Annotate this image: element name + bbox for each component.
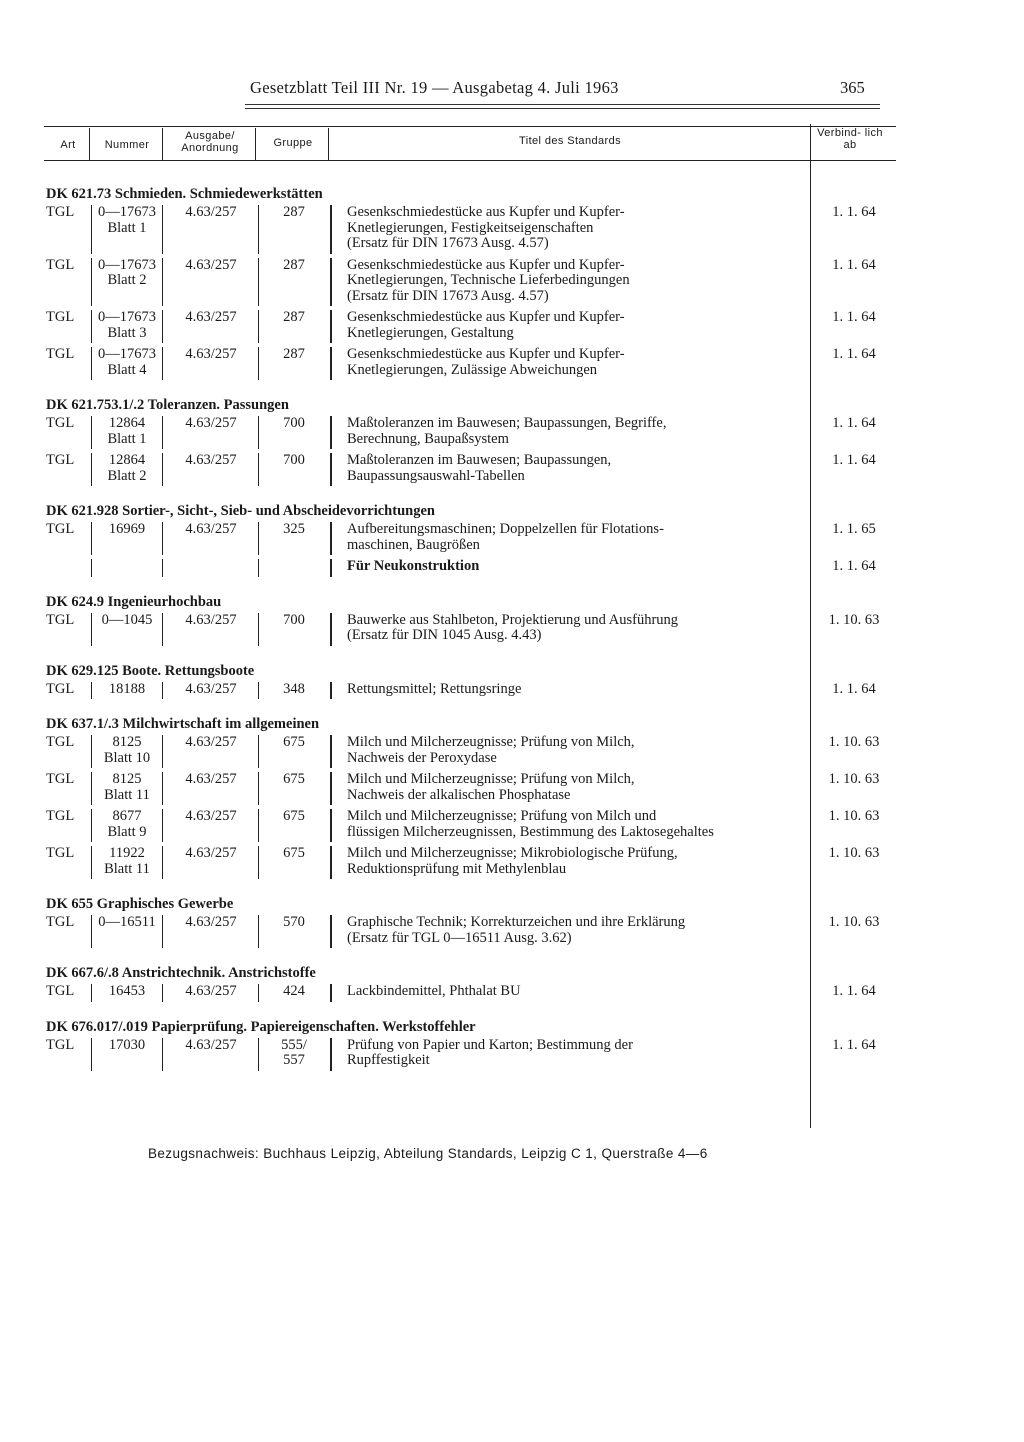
cell-ausgabe: 4.63/257	[185, 415, 237, 431]
column-rule	[91, 205, 92, 254]
cell-verbindlich-ab: 1. 1. 64	[832, 1036, 876, 1053]
titel-line: Milch und Milcherzeugnisse; Prüfung von Milch und	[347, 808, 657, 824]
titel-line: (Ersatz für DIN 17673 Ausg. 4.57)	[347, 235, 549, 251]
gruppe-value: 675	[283, 845, 305, 861]
gruppe-value: 287	[283, 204, 305, 220]
cell-titel	[347, 772, 807, 803]
column-rule	[330, 347, 332, 380]
column-rule	[258, 735, 259, 768]
gruppe-value: 555/	[281, 1036, 307, 1053]
column-rule	[162, 915, 163, 948]
column-rule	[162, 1038, 163, 1071]
cell-gruppe	[264, 522, 324, 538]
column-rule	[330, 205, 332, 254]
table-row	[0, 915, 1024, 946]
cell-gruppe	[264, 846, 324, 862]
table-row	[0, 613, 1024, 644]
cell-art: TGL	[46, 521, 75, 537]
titel-line: Gesenkschmiedestücke aus Kupfer und Kupfer-	[347, 346, 625, 362]
column-rule	[162, 735, 163, 768]
cell-verbindlich-ab: 1. 10. 63	[828, 808, 880, 824]
cell-ausgabe: 4.63/257	[185, 309, 237, 325]
col-header-titel: Titel des Standards	[519, 135, 621, 147]
cell-ausgabe: 4.63/257	[185, 808, 237, 824]
cell-art: TGL	[46, 415, 75, 431]
column-rule	[330, 809, 332, 842]
column-rule	[91, 310, 92, 343]
footer-reference: Bezugsnachweis: Buchhaus Leipzig, Abteilung Standards, Leipzig C 1, Querstraße 4—6	[148, 1146, 708, 1161]
header-rule-bottom	[245, 108, 880, 109]
gruppe-value: 675	[283, 771, 305, 787]
cell-nummer	[94, 1038, 160, 1054]
titel-note: Für Neukonstruktion	[347, 558, 480, 574]
cell-verbindlich-ab: 1. 10. 63	[828, 845, 880, 861]
cell-art: TGL	[46, 914, 75, 930]
column-rule	[258, 846, 259, 879]
blatt-value: Blatt 1	[107, 219, 147, 236]
titel-line: Nachweis der alkalischen Phosphatase	[347, 786, 571, 803]
column-rule	[162, 559, 163, 577]
titel-line: Milch und Milcherzeugnisse; Prüfung von Milch,	[347, 771, 635, 787]
titel-line: Rettungsmittel; Rettungsringe	[347, 680, 522, 697]
nummer-value: 12864	[108, 452, 146, 468]
titel-line: Nachweis der Peroxydase	[347, 749, 497, 766]
titel-line: flüssigen Milcherzeugnissen, Bestimmung des Laktosegehaltes	[347, 823, 714, 840]
cell-ausgabe: 4.63/257	[185, 521, 237, 537]
cell-gruppe	[264, 809, 324, 825]
cell-ausgabe: 4.63/257	[185, 452, 237, 468]
col-divider	[328, 128, 329, 160]
column-rule	[258, 347, 259, 380]
column-rule	[330, 1038, 332, 1071]
cell-art: TGL	[46, 1036, 75, 1053]
cell-art: TGL	[46, 734, 75, 750]
table-row	[0, 772, 1024, 803]
blatt-value: Blatt 4	[107, 361, 147, 378]
blatt-value: Blatt 11	[104, 786, 150, 803]
cell-nummer	[94, 310, 160, 341]
column-rule	[258, 682, 259, 700]
titel-line: Bauwerke aus Stahlbeton, Projektierung und Ausführung	[347, 611, 679, 628]
section	[0, 714, 1024, 877]
column-rule	[258, 559, 259, 577]
column-rule	[162, 258, 163, 307]
cell-art: TGL	[46, 680, 75, 697]
cell-titel	[347, 310, 807, 341]
header-rule-top	[245, 104, 880, 105]
blatt-value: Blatt 11	[104, 860, 150, 877]
column-rule	[91, 258, 92, 307]
titel-line: Aufbereitungsmaschinen; Doppelzellen für Flotations-	[347, 521, 664, 537]
titel-line: (Ersatz für DIN 17673 Ausg. 4.57)	[347, 287, 549, 304]
cell-art: TGL	[46, 983, 75, 999]
col-divider	[89, 128, 90, 160]
titel-line: Knetlegierungen, Technische Lieferbedingungen	[347, 272, 630, 288]
cell-nummer	[94, 809, 160, 840]
table-row	[0, 453, 1024, 484]
cell-nummer	[94, 915, 160, 931]
column-header-bottom-rule	[44, 160, 896, 161]
cell-gruppe	[264, 205, 324, 221]
nummer-value: 0—1045	[101, 611, 153, 628]
cell-ausgabe: 4.63/257	[185, 845, 237, 861]
running-title: Gesetzblatt Teil III Nr. 19 — Ausgabetag 4. Juli 1963	[250, 78, 619, 97]
table-row	[0, 347, 1024, 378]
cell-titel	[347, 347, 807, 378]
cell-gruppe	[264, 772, 324, 788]
cell-titel	[347, 682, 807, 698]
col-divider	[162, 128, 163, 160]
section	[0, 501, 1024, 575]
column-rule	[258, 915, 259, 948]
cell-nummer	[94, 772, 160, 803]
gruppe-value: 700	[283, 415, 305, 431]
section-title: DK 621.73 Schmieden. Schmiedewerkstätten	[46, 186, 323, 202]
cell-gruppe	[264, 347, 324, 363]
column-rule	[91, 559, 92, 577]
column-rule	[258, 1038, 259, 1071]
cell-ausgabe: 4.63/257	[185, 611, 237, 628]
cell-art: TGL	[46, 771, 75, 787]
titel-line: Maßtoleranzen im Bauwesen; Baupassungen, Begriffe,	[347, 415, 667, 431]
section-title: DK 621.928 Sortier-, Sicht-, Sieb- und Abscheidevorrichtungen	[46, 503, 435, 519]
column-rule	[330, 735, 332, 768]
nummer-value: 16453	[108, 983, 146, 999]
column-rule	[162, 772, 163, 805]
column-rule	[162, 453, 163, 486]
blatt-value: Blatt 10	[103, 749, 151, 766]
section-title: DK 621.753.1/.2 Toleranzen. Passungen	[46, 397, 289, 413]
cell-nummer	[94, 984, 160, 1000]
cell-art: TGL	[46, 452, 75, 468]
table-row	[0, 205, 1024, 252]
cell-ausgabe: 4.63/257	[185, 256, 237, 273]
cell-verbindlich-ab: 1. 10. 63	[828, 771, 880, 787]
titel-line: Knetlegierungen, Zulässige Abweichungen	[347, 361, 598, 378]
table-row	[0, 416, 1024, 447]
column-rule	[162, 522, 163, 555]
section-title: DK 676.017/.019 Papierprüfung. Papiereigenschaften. Werkstoffehler	[46, 1018, 476, 1035]
cell-gruppe	[264, 735, 324, 751]
gruppe-value: 570	[283, 914, 305, 930]
column-rule	[330, 559, 332, 577]
cell-titel	[347, 258, 807, 305]
column-rule	[258, 416, 259, 449]
column-rule	[330, 613, 332, 646]
cell-art: TGL	[46, 845, 75, 861]
column-rule	[330, 310, 332, 343]
column-rule	[258, 205, 259, 254]
nummer-value: 0—17673	[98, 309, 156, 325]
nummer-value: 8125	[112, 771, 142, 787]
section	[0, 963, 1024, 1000]
gruppe-value: 287	[283, 256, 305, 273]
cell-gruppe	[264, 613, 324, 629]
cell-verbindlich-ab: 1. 1. 64	[832, 256, 876, 273]
column-rule	[91, 453, 92, 486]
cell-gruppe	[264, 682, 324, 698]
column-rule	[162, 809, 163, 842]
cell-verbindlich-ab: 1. 10. 63	[828, 914, 880, 930]
column-rule	[162, 984, 163, 1002]
cell-gruppe	[264, 1038, 324, 1069]
titel-line: Reduktionsprüfung mit Methylenblau	[347, 860, 567, 877]
cell-art: TGL	[46, 808, 75, 824]
column-rule	[162, 347, 163, 380]
blatt-value: Blatt 2	[107, 272, 147, 288]
nummer-value: 16969	[108, 521, 146, 537]
titel-line: Baupassungsauswahl-Tabellen	[347, 467, 525, 484]
table-row	[0, 984, 1024, 1000]
cell-nummer	[94, 522, 160, 538]
section	[0, 894, 1024, 946]
cell-art: TGL	[46, 204, 75, 220]
cell-verbindlich-ab: 1. 1. 64	[832, 415, 876, 431]
cell-titel	[347, 453, 807, 484]
cell-nummer	[94, 613, 160, 629]
column-rule	[91, 984, 92, 1002]
cell-verbindlich-ab: 1. 1. 64	[832, 558, 876, 574]
gruppe-value: 700	[283, 452, 305, 468]
section-title: DK 667.6/.8 Anstrichtechnik. Anstrichstoffe	[46, 965, 316, 981]
column-rule	[330, 416, 332, 449]
blatt-value: Blatt 1	[107, 430, 147, 447]
column-header-top-rule	[44, 126, 896, 127]
blatt-value: Blatt 2	[107, 467, 147, 484]
table-row	[0, 522, 1024, 553]
column-rule	[91, 347, 92, 380]
blatt-value: Blatt 3	[107, 324, 147, 341]
table-row	[0, 258, 1024, 305]
table-row	[0, 846, 1024, 877]
section	[0, 592, 1024, 644]
section-title: DK 655 Graphisches Gewerbe	[46, 896, 234, 912]
cell-gruppe	[264, 310, 324, 326]
gruppe-value-2: 557	[283, 1052, 305, 1068]
cell-ausgabe: 4.63/257	[185, 680, 237, 697]
column-rule	[91, 735, 92, 768]
cell-nummer	[94, 846, 160, 877]
column-rule	[162, 846, 163, 879]
column-rule	[162, 682, 163, 700]
cell-ausgabe: 4.63/257	[185, 771, 237, 787]
table-row	[0, 682, 1024, 698]
column-rule	[91, 522, 92, 555]
cell-titel	[347, 613, 807, 644]
col-header-nummer: Nummer	[104, 139, 150, 151]
cell-verbindlich-ab: 1. 1. 64	[832, 204, 876, 220]
table-row	[0, 1038, 1024, 1069]
table-row	[0, 559, 1024, 575]
nummer-value: 18188	[108, 680, 146, 697]
cell-art: TGL	[46, 611, 75, 628]
column-rule	[258, 258, 259, 307]
gruppe-value: 675	[283, 808, 305, 824]
cell-nummer	[94, 258, 160, 289]
titel-line: Berechnung, Baupaßsystem	[347, 430, 509, 447]
column-rule	[162, 205, 163, 254]
nummer-value: 17030	[108, 1036, 146, 1053]
cell-verbindlich-ab: 1. 10. 63	[828, 734, 880, 750]
titel-line: Graphische Technik; Korrekturzeichen und ihre Erklärung	[347, 914, 686, 930]
column-rule	[91, 416, 92, 449]
nummer-value: 0—17673	[98, 346, 156, 362]
titel-line: Milch und Milcherzeugnisse; Prüfung von Milch,	[347, 734, 635, 750]
titel-line: maschinen, Baugrößen	[347, 536, 480, 553]
cell-gruppe	[264, 258, 324, 274]
col-header-verbindlich: Verbind- lich ab	[817, 127, 883, 151]
column-rule	[330, 522, 332, 555]
section-title: DK 637.1/.3 Milchwirtschaft im allgemeinen	[46, 716, 320, 732]
cell-nummer	[94, 205, 160, 236]
table-row	[0, 310, 1024, 341]
section	[0, 184, 1024, 378]
col-divider	[255, 128, 256, 160]
column-rule	[258, 522, 259, 555]
column-rule	[91, 915, 92, 948]
cell-verbindlich-ab: 1. 1. 64	[832, 680, 876, 697]
blatt-value: Blatt 9	[107, 823, 147, 840]
column-rule	[91, 809, 92, 842]
column-rule	[91, 682, 92, 700]
column-rule	[258, 613, 259, 646]
cell-gruppe	[264, 416, 324, 432]
cell-ausgabe: 4.63/257	[185, 346, 237, 362]
col-header-art: Art	[60, 139, 76, 151]
column-rule	[162, 310, 163, 343]
titel-line: Milch und Milcherzeugnisse; Mikrobiologische Prüfung,	[347, 845, 678, 861]
column-rule	[258, 772, 259, 805]
column-rule	[91, 772, 92, 805]
standards-table	[0, 184, 1024, 1075]
section	[0, 661, 1024, 698]
cell-nummer	[94, 347, 160, 378]
nummer-value: 8677	[112, 808, 142, 824]
cell-art: TGL	[46, 309, 75, 325]
column-rule	[91, 1038, 92, 1071]
gruppe-value: 700	[283, 611, 305, 628]
column-rule	[91, 613, 92, 646]
column-rule	[330, 453, 332, 486]
nummer-value: 12864	[108, 415, 146, 431]
column-rule	[162, 613, 163, 646]
cell-gruppe	[264, 984, 324, 1000]
titel-line: Lackbindemittel, Phthalat BU	[347, 983, 521, 999]
cell-verbindlich-ab: 1. 1. 64	[832, 309, 876, 325]
column-rule	[258, 453, 259, 486]
cell-gruppe	[264, 915, 324, 931]
cell-verbindlich-ab: 1. 1. 65	[832, 521, 876, 537]
cell-verbindlich-ab: 1. 1. 64	[832, 346, 876, 362]
titel-line: Knetlegierungen, Festigkeitseigenschaften	[347, 219, 594, 236]
column-rule	[330, 772, 332, 805]
cell-ausgabe: 4.63/257	[185, 204, 237, 220]
cell-ausgabe: 4.63/257	[185, 983, 237, 999]
cell-ausgabe: 4.63/257	[185, 734, 237, 750]
column-rule	[330, 984, 332, 1002]
section-title: DK 629.125 Boote. Rettungsboote	[46, 662, 255, 679]
cell-titel	[347, 735, 807, 766]
column-rule	[258, 984, 259, 1002]
cell-titel	[347, 416, 807, 447]
cell-nummer	[94, 416, 160, 447]
column-rule	[258, 809, 259, 842]
column-rule	[91, 846, 92, 879]
nummer-value: 11922	[109, 845, 145, 861]
cell-titel	[347, 846, 807, 877]
titel-line: Prüfung von Papier und Karton; Bestimmung der	[347, 1036, 633, 1053]
cell-titel	[347, 522, 807, 553]
nummer-value: 8125	[112, 734, 142, 750]
cell-titel	[347, 915, 807, 946]
cell-nummer	[94, 735, 160, 766]
gruppe-value: 348	[283, 680, 305, 697]
cell-art: TGL	[46, 256, 75, 273]
section-title: DK 624.9 Ingenieurhochbau	[46, 593, 222, 610]
titel-line: (Ersatz für DIN 1045 Ausg. 4.43)	[347, 627, 542, 643]
titel-line: Gesenkschmiedestücke aus Kupfer und Kupfer-	[347, 256, 625, 273]
col-header-ausgabe: Ausgabe/ Anordnung	[181, 130, 239, 154]
cell-titel	[347, 1038, 807, 1069]
cell-verbindlich-ab: 1. 1. 64	[832, 983, 876, 999]
titel-line: Rupffestigkeit	[347, 1052, 430, 1068]
cell-verbindlich-ab: 1. 10. 63	[828, 611, 880, 628]
gruppe-value: 675	[283, 734, 305, 750]
column-rule	[258, 310, 259, 343]
gruppe-value: 287	[283, 346, 305, 362]
column-rule	[330, 258, 332, 307]
column-rule	[330, 846, 332, 879]
titel-line: Gesenkschmiedestücke aus Kupfer und Kupfer-	[347, 309, 625, 325]
section	[0, 1017, 1024, 1069]
cell-gruppe	[264, 453, 324, 469]
section	[0, 395, 1024, 484]
page-number: 365	[840, 78, 865, 97]
cell-titel	[347, 984, 807, 1000]
titel-line: Maßtoleranzen im Bauwesen; Baupassungen,	[347, 452, 612, 468]
nummer-value: 0—17673	[98, 204, 156, 220]
cell-art: TGL	[46, 346, 75, 362]
cell-nummer	[94, 453, 160, 484]
col-header-gruppe: Gruppe	[273, 137, 313, 149]
table-row	[0, 735, 1024, 766]
column-rule	[330, 682, 332, 700]
cell-ausgabe: 4.63/257	[185, 1036, 237, 1053]
cell-nummer	[94, 682, 160, 698]
titel-line: (Ersatz für TGL 0—16511 Ausg. 3.62)	[347, 929, 572, 946]
titel-line: Gesenkschmiedestücke aus Kupfer und Kupfer-	[347, 204, 625, 220]
cell-titel	[347, 205, 807, 252]
cell-ausgabe: 4.63/257	[185, 914, 237, 930]
cell-verbindlich-ab: 1. 1. 64	[832, 452, 876, 468]
gruppe-value: 424	[283, 983, 305, 999]
titel-line: Knetlegierungen, Gestaltung	[347, 324, 514, 341]
column-rule	[162, 416, 163, 449]
cell-titel	[347, 559, 807, 575]
column-rule	[330, 915, 332, 948]
nummer-value: 0—16511	[98, 914, 156, 930]
gruppe-value: 287	[283, 309, 305, 325]
nummer-value: 0—17673	[98, 256, 156, 273]
gruppe-value: 325	[283, 521, 305, 537]
cell-titel	[347, 809, 807, 840]
table-row	[0, 809, 1024, 840]
